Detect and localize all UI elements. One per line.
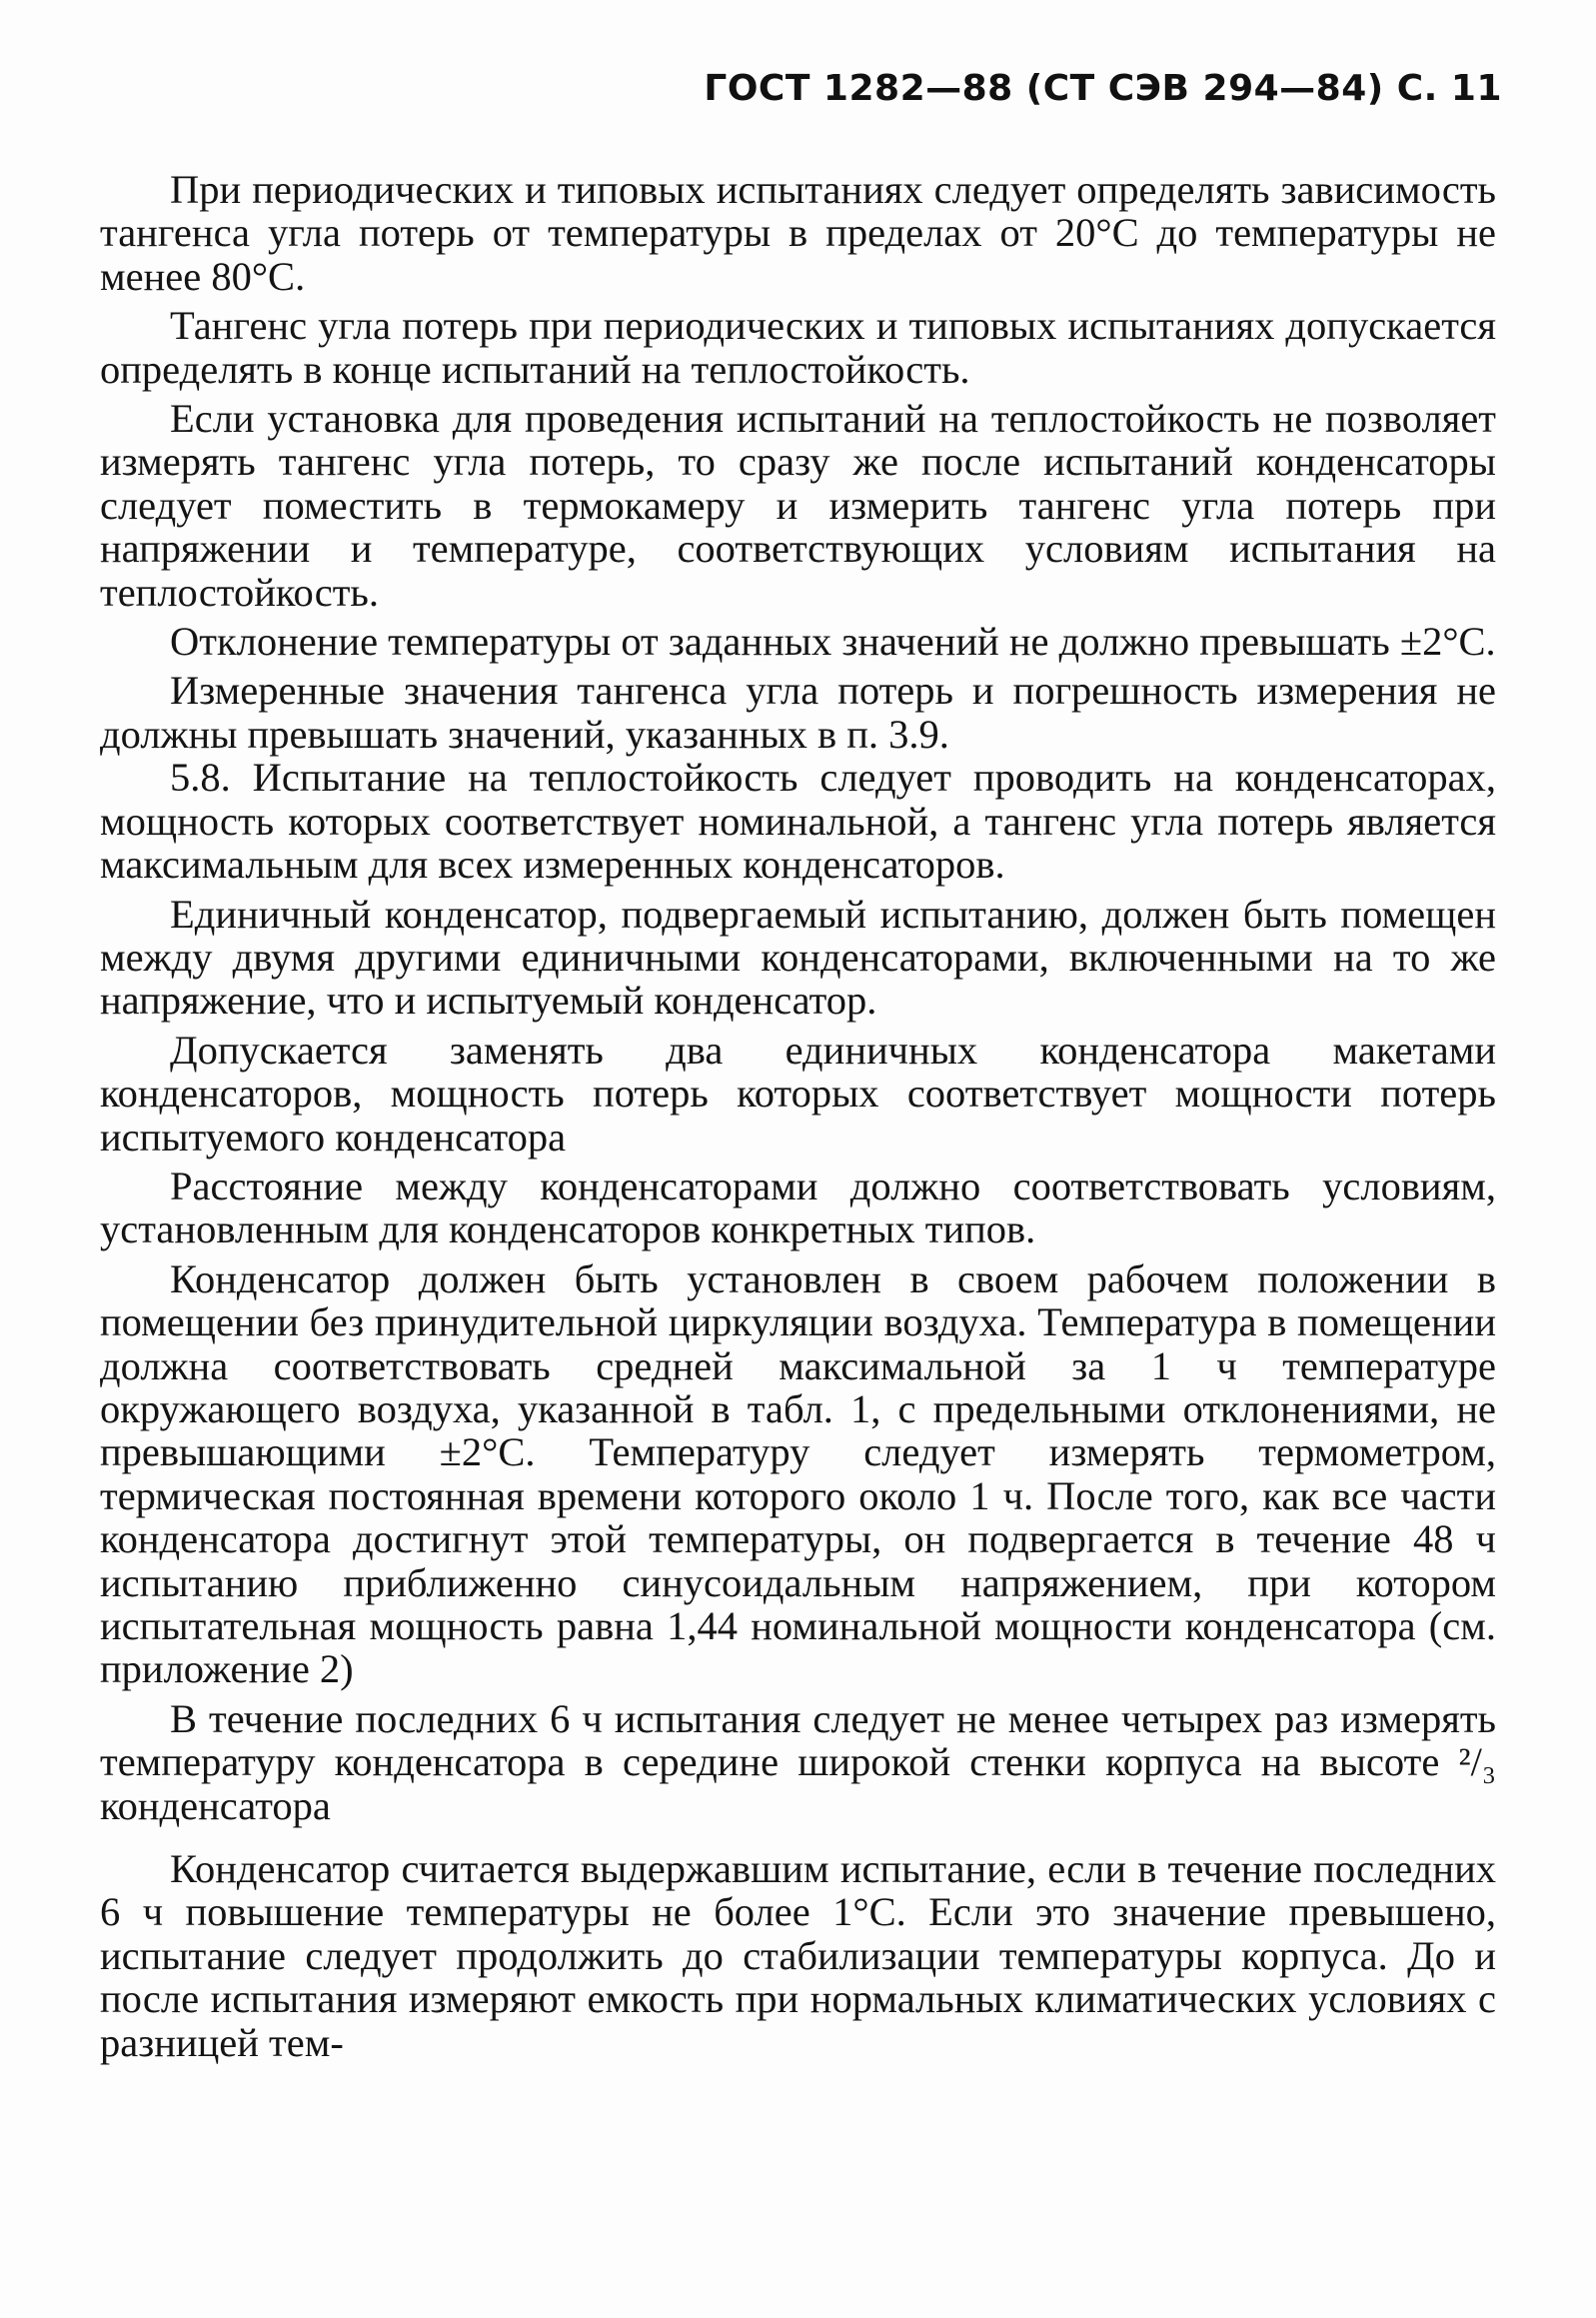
paragraph: Конденсатор должен быть установлен в своем рабочем положении в помещении без принудительной циркуляции воздуха. Температура в помещении должна соответствовать средней максимальной за 1 ч температуре окружающего воздуха, указанной в табл. 1, с предельными отклонениями, не превышающими ±2°С. Температуру следует измерять термометром, термическая постоянная времени которого около 1 ч. После того, как все части конденсатора достигнут этой температуры, он подвергается в течение 48 ч испытанию приближенно синусоидальным напряжением, при котором испытательная мощность равна 1,44 номинальной мощности конденсатора (см. приложение 2) — [100, 1255, 1496, 1692]
paragraph: Тангенс угла потерь при периодических и типовых испытаниях допускается определять в конце испытаний на теплостойкость. — [100, 303, 1496, 392]
paragraph: В течение последних 6 ч испытания следует не менее четырех раз измерять температуру конденсатора в середине широкой стенки корпуса на высоте ²/₃ конденсатора — [100, 1695, 1496, 1828]
paragraph: Измеренные значения тангенса угла потерь и погрешность измерения не должны превышать значений, указанных в п. 3.9. — [100, 668, 1496, 757]
paragraph: Конденсатор считается выдержавшим испытание, если в течение последних 6 ч повышение температуры не более 1°С. Если это значение превышено, испытание следует продолжить до стабилизации температуры корпуса. До и после испытания измеряют емкость при нормальных климатических условиях с разницей тем- — [100, 1846, 1496, 2065]
paragraph: Расстояние между конденсаторами должно соответствовать условиям, установленным для конденсаторов конкретных типов. — [100, 1162, 1496, 1252]
running-header: ГОСТ 1282—88 (СТ СЭВ 294—84) С. 11 — [704, 68, 1502, 109]
paragraph: При периодических и типовых испытаниях следует определять зависимость тангенса угла потерь от температуры в пределах от 20°С до температуры не менее 80°С. — [100, 167, 1496, 299]
paragraph: Если установка для проведения испытаний на теплостойкость не позволяет измерять тангенс угла потерь, то сразу же после испытаний конденсаторы следует поместить в термокамеру и измерить тангенс угла потерь при напряжении и температуре, соответствующих условиям испытания на теплостойкость. — [100, 396, 1496, 615]
paragraph: Отклонение температуры от заданных значений не должно превышать ±2°С. — [170, 619, 1496, 665]
body-text — [100, 168, 1496, 2064]
paragraph: Единичный конденсатор, подвергаемый испытанию, должен быть помещен между двумя другими единичными конденсаторами, включенными на то же напряжение, что и испытуемый конденсатор. — [100, 891, 1496, 1024]
paragraph: Допускается заменять два единичных конденсатора макетами конденсаторов, мощность потерь которых соответствует мощности потерь испытуемого конденсатора — [100, 1027, 1496, 1159]
paragraph: 5.8. Испытание на теплостойкость следует проводить на конденсаторах, мощность которых соответствует номинальной, а тангенс угла потерь является максимальным для всех измеренных конденсаторов. — [100, 755, 1496, 888]
